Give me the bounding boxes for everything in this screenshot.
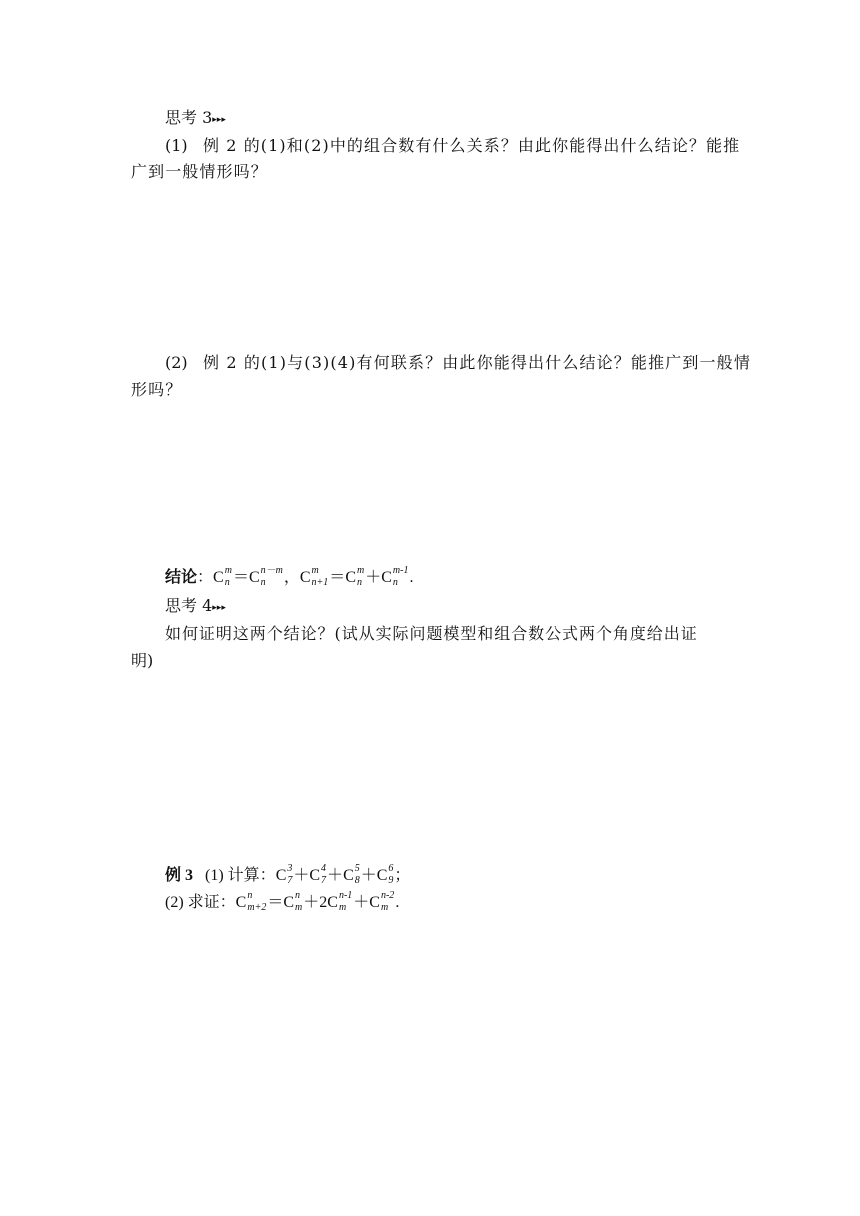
- think4-question-line-1: [165, 624, 698, 644]
- think3-heading-text: 思考 3: [165, 108, 213, 127]
- identity-expression: C n m+2 ＝C n m ＋2C n-1 m ＋C n-2 m .: [235, 890, 400, 914]
- think3-question-1-line-2: [131, 162, 268, 182]
- question-text: 例 2 的(1)和(2)中的组合数有什么关系？由此你能得出什么结论？能推: [202, 136, 741, 155]
- question-text-continued: 形吗？: [131, 380, 183, 399]
- example3-part-2: [165, 890, 400, 914]
- formula-2: C m n+1 ＝C m n ＋C m-1 n .: [299, 565, 414, 589]
- question-text-continued: 明): [131, 651, 154, 670]
- conclusion-label: 结论: [165, 569, 198, 586]
- think3-heading: [165, 108, 226, 131]
- formula-1: C m n ＝C n－m n: [213, 565, 283, 589]
- example-label: 例 3: [165, 867, 194, 884]
- part-number: (1): [205, 867, 224, 884]
- triangle-arrows-icon: ▸▸▸: [212, 115, 226, 125]
- question-number: (1): [165, 136, 188, 155]
- question-text: 例 2 的(1)与(3)(4)有何联系？由此你能得出什么结论？能推广到一般情: [202, 353, 751, 372]
- question-text: 如何证明这两个结论？(试从实际问题模型和组合数公式两个角度给出证: [165, 624, 698, 643]
- question-text-continued: 广到一般情形吗？: [131, 162, 268, 181]
- think4-heading: [165, 596, 226, 619]
- triangle-arrows-icon: ▸▸▸: [212, 603, 226, 613]
- question-number: (2): [165, 353, 188, 372]
- part-number: (2): [165, 894, 184, 911]
- think3-question-2-line-2: [131, 380, 182, 400]
- think4-heading-text: 思考 4: [165, 596, 213, 615]
- think4-question-line-2: [131, 651, 153, 671]
- think3-question-1-line-1: [165, 136, 741, 156]
- comma: ，: [283, 569, 300, 586]
- part-text: 求证：: [187, 894, 236, 911]
- colon: ：: [197, 569, 214, 586]
- part-text: 计算：: [227, 867, 276, 884]
- conclusion-line: [165, 565, 414, 589]
- sum-expression: C 3 7 ＋C 4 7 ＋C 5 8 ＋C 6 9 ；: [275, 863, 411, 887]
- example3-part-1: [165, 863, 411, 887]
- think3-question-2-line-1: [165, 353, 751, 373]
